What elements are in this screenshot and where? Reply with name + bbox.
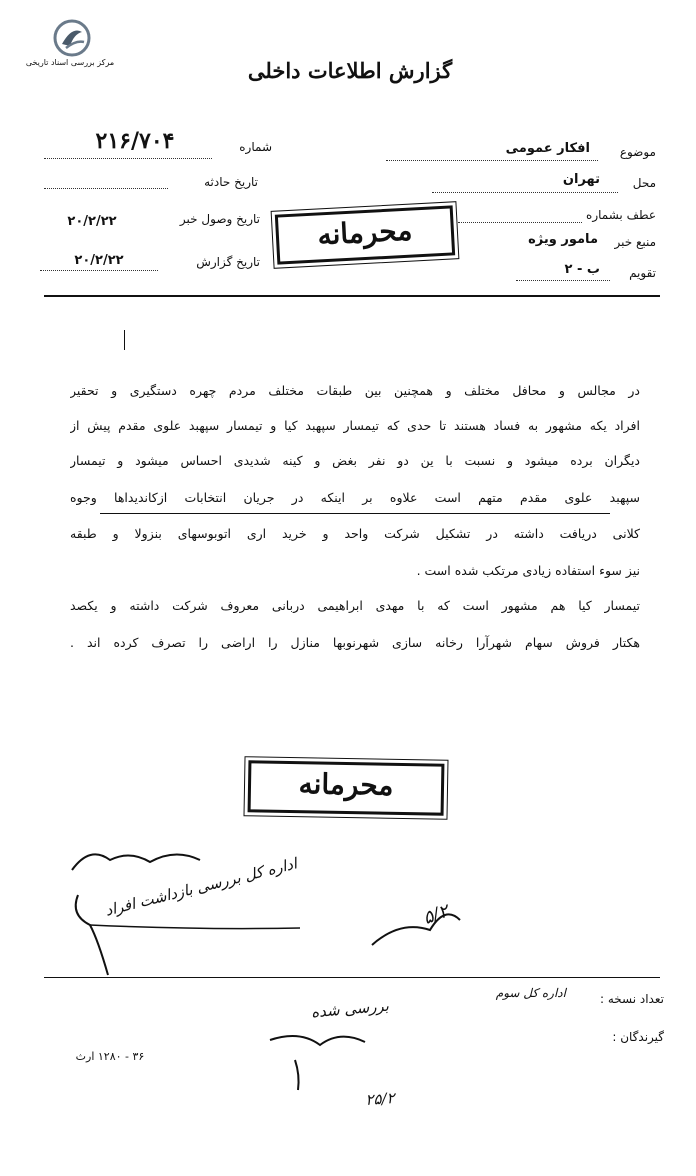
subject-value: افکار عمومی	[505, 141, 590, 156]
place-label: محل	[632, 176, 656, 190]
report-date-label: تاریخ گزارش	[196, 255, 260, 269]
confidential-stamp-top: محرمانه	[275, 205, 455, 264]
copies-label: تعداد نسخه :	[599, 992, 664, 1006]
body-line-8: هکتار فروش سهام شهرآرا رخانه سازی شهرنوبها منازل را اراضی را تصرف کرده اند .	[70, 635, 640, 650]
body-line-6: نیز سوء استفاده زیادی مرتکب شده است .	[416, 563, 640, 578]
number-label: شماره	[239, 140, 272, 154]
report-date-value: ۲۰/۲/۲۲	[74, 253, 124, 268]
confidential-stamp-bottom: محرمانه	[248, 760, 445, 815]
body-line-5: کلانی دریافت داشته در تشکیل شرکت واحد و خرید اری اتوبوسهای بنزولا و طبقه	[70, 526, 640, 541]
body-line-4: سپهبد علوی مقدم متهم است علاوه بر اینکه در جریان انتخابات ازکاندیداها وجوه	[70, 490, 640, 505]
document-title: گزارش اطلاعات داخلی	[247, 58, 453, 83]
evaluation-value: ب - ۲	[564, 262, 600, 277]
receipt-date-value: ۲۰/۲/۲۲	[67, 214, 117, 229]
handwritten-note: اداره کل بررسی بازداشت افراد	[103, 854, 299, 920]
place-value: تهران	[562, 172, 600, 187]
body-line-2: افراد یکه مشهور به فساد هستند تا حدی که تیمسار سپهبد کیا و تیمسار سپهبد علوی مقدم پیش از	[70, 418, 640, 433]
body-line-3: دیگران برده میشود و نسبت با ین دو نفر بغض و کینه شدیدی احساس میشود و تیمسار	[70, 453, 640, 468]
incident-date-label: تاریخ حادثه	[204, 175, 258, 189]
recipients-label: گیرندگان :	[612, 1030, 664, 1044]
number-value: ۲۱۶/۷۰۴	[95, 128, 175, 154]
handwritten-footer-line-1: بررسی شده	[310, 996, 390, 1022]
reference-code: ۳۶ - ۱۲۸۰ ارث	[75, 1050, 145, 1063]
footer-divider	[44, 977, 660, 978]
subject-label: موضوع	[619, 145, 656, 159]
body-line-1: در مجالس و محافل مختلف و همچنین بین طبقات مختلف مردم چهره دستگیری و تحقیر	[70, 383, 640, 398]
body-line-7: تیمسار کیا هم مشهور است که با مهدی ابراهیمی دربانی معروف شرکت داشته و یکصد	[70, 598, 640, 613]
reference-label: عطف بشماره	[586, 208, 656, 222]
handwritten-footer-line-2: ۲۵/۲	[364, 1089, 396, 1109]
evaluation-label: تقویم	[629, 266, 656, 280]
source-value: مامور ویژه	[528, 232, 598, 247]
handwritten-signature: ۵/۲	[420, 900, 452, 930]
copies-value: اداره کل سوم	[495, 986, 566, 1000]
archive-caption: مرکز بررسی اسناد تاریخی	[25, 58, 115, 67]
source-label: منبع خبر	[614, 235, 656, 249]
receipt-date-label: تاریخ وصول خبر	[179, 212, 260, 226]
